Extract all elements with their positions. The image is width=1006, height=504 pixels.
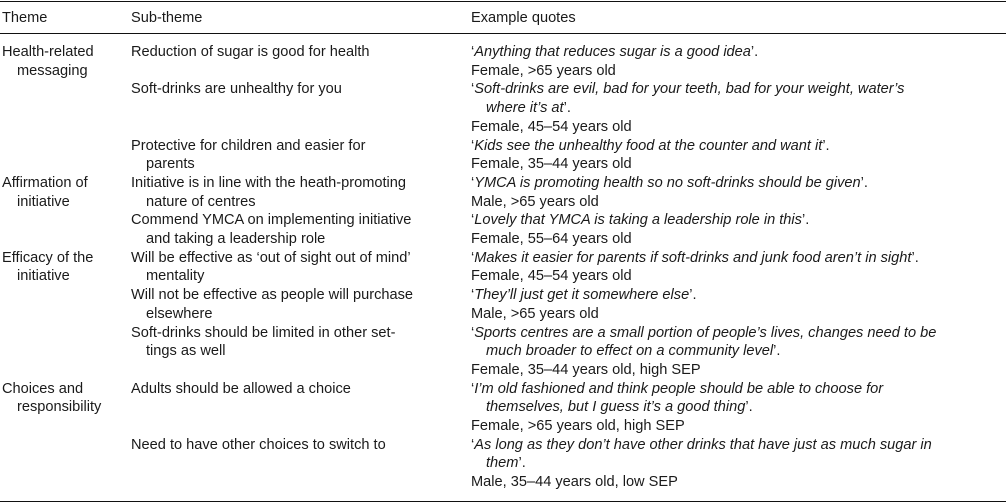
quote-close-mark: ’. bbox=[911, 249, 919, 266]
quote-text: As long as they don’t have other drinks that have just as much sugar in bbox=[474, 436, 932, 453]
example-quote bbox=[471, 43, 758, 62]
quote-text: them bbox=[486, 455, 519, 472]
theme-label: responsibility bbox=[17, 399, 102, 416]
subtheme-label: Reduction of sugar is good for health bbox=[131, 44, 370, 60]
quote-open-mark: ‘ bbox=[471, 137, 475, 154]
subtheme-label: Will be effective as ‘out of sight out of mind’ bbox=[131, 249, 411, 266]
quote-open-mark: ‘ bbox=[471, 249, 475, 266]
example-quote bbox=[471, 342, 780, 361]
respondent-info: Female, 45–54 years old bbox=[471, 118, 632, 135]
theme-label: messaging bbox=[17, 62, 88, 79]
example-quote bbox=[471, 286, 697, 305]
example-quote bbox=[471, 211, 809, 230]
respondent-info: Female, 35–44 years old, high SEP bbox=[471, 361, 701, 378]
respondent-info: Male, >65 years old bbox=[471, 305, 599, 322]
theme-label: Affirmation of bbox=[2, 174, 88, 191]
respondent-info: Male, 35–44 years old, low SEP bbox=[471, 474, 678, 491]
example-quote bbox=[471, 436, 932, 455]
quote-close-mark: ’. bbox=[801, 212, 810, 229]
respondent-info: Female, >65 years old bbox=[471, 62, 616, 79]
subtheme-label: Soft-drinks should be limited in other set- bbox=[131, 324, 396, 341]
respondent-info: Female, 35–44 years old bbox=[471, 156, 632, 173]
quote-close-mark: ’. bbox=[563, 100, 571, 117]
example-quote bbox=[471, 80, 904, 99]
theme-label: initiative bbox=[17, 268, 70, 285]
subtheme-label: Need to have other choices to switch to bbox=[131, 436, 386, 453]
quote-text: Anything that reduces sugar is a good idea bbox=[474, 44, 751, 60]
quote-text: They’ll just get it somewhere else bbox=[474, 287, 690, 304]
theme-label: Efficacy of the bbox=[2, 249, 94, 266]
header-subtheme: Sub-theme bbox=[131, 10, 203, 26]
quote-close-mark: ’. bbox=[773, 343, 781, 360]
subtheme-label: Soft-drinks are unhealthy for you bbox=[131, 81, 342, 98]
subtheme-label: and taking a leadership role bbox=[146, 231, 326, 247]
example-quote bbox=[471, 380, 883, 399]
subtheme-label: nature of centres bbox=[146, 193, 256, 210]
subtheme-label: tings as well bbox=[146, 343, 226, 360]
quote-open-mark: ‘ bbox=[471, 212, 475, 229]
subtheme-label: Adults should be allowed a choice bbox=[131, 380, 351, 397]
subtheme-label: elsewhere bbox=[146, 305, 213, 322]
subtheme-label: Will not be effective as people will purchase bbox=[131, 287, 414, 304]
quote-close-mark: ’. bbox=[518, 455, 526, 472]
quote-open-mark: ‘ bbox=[471, 81, 475, 98]
header-rule bbox=[0, 33, 1006, 34]
quote-open-mark: ‘ bbox=[471, 174, 475, 191]
theme-label: Choices and bbox=[2, 380, 84, 397]
quote-text: much broader to effect on a community level bbox=[486, 343, 774, 360]
quote-open-mark: ‘ bbox=[471, 287, 475, 304]
quote-text: Soft-drinks are evil, bad for your teeth, bad for your weight, water’s bbox=[474, 81, 905, 98]
example-quote bbox=[471, 398, 753, 417]
quote-close-mark: ’. bbox=[750, 44, 759, 60]
subtheme-label: parents bbox=[146, 156, 195, 173]
quote-close-mark: ’. bbox=[745, 399, 753, 416]
quote-open-mark: ‘ bbox=[471, 44, 475, 60]
table-bottom-rule bbox=[0, 501, 1006, 502]
subtheme-label: Initiative is in line with the heath-promoting bbox=[131, 174, 406, 191]
table-top-rule bbox=[0, 1, 1006, 2]
subtheme-label: Protective for children and easier for bbox=[131, 137, 366, 154]
header-theme: Theme bbox=[2, 10, 48, 26]
subtheme-label: mentality bbox=[146, 268, 205, 285]
quote-text: themselves, but I guess it’s a good thing bbox=[486, 399, 746, 416]
quote-text: Kids see the unhealthy food at the counter and want it bbox=[474, 137, 823, 154]
respondent-info: Female, 45–54 years old bbox=[471, 268, 632, 285]
quote-close-mark: ’. bbox=[822, 137, 830, 154]
quote-close-mark: ’. bbox=[860, 174, 868, 191]
quote-text: Sports centres are a small portion of people’s lives, changes need to be bbox=[474, 324, 937, 341]
quote-text: Lovely that YMCA is taking a leadership role in this bbox=[474, 212, 802, 229]
example-quote bbox=[471, 137, 830, 156]
example-quote bbox=[471, 249, 919, 268]
header-quotes: Example quotes bbox=[471, 10, 576, 26]
quote-open-mark: ‘ bbox=[471, 380, 475, 397]
quote-close-mark: ’. bbox=[689, 287, 697, 304]
example-quote bbox=[471, 324, 936, 343]
quote-text: Makes it easier for parents if soft-drinks and junk food aren’t in sight bbox=[474, 249, 912, 266]
example-quote bbox=[471, 174, 868, 193]
example-quote bbox=[471, 454, 526, 473]
example-quote bbox=[471, 99, 571, 118]
theme-label: initiative bbox=[17, 193, 70, 210]
quote-open-mark: ‘ bbox=[471, 436, 475, 453]
respondent-info: Female, 55–64 years old bbox=[471, 231, 632, 247]
respondent-info: Female, >65 years old, high SEP bbox=[471, 418, 685, 434]
respondent-info: Male, >65 years old bbox=[471, 193, 599, 210]
quote-text: where it’s at bbox=[486, 100, 564, 117]
theme-label: Health-related bbox=[2, 44, 94, 60]
quote-text: YMCA is promoting health so no soft-drinks should be given bbox=[474, 174, 861, 191]
subtheme-label: Commend YMCA on implementing initiative bbox=[131, 212, 412, 229]
quote-text: I’m old fashioned and think people should be able to choose for bbox=[474, 380, 884, 397]
quote-open-mark: ‘ bbox=[471, 324, 475, 341]
